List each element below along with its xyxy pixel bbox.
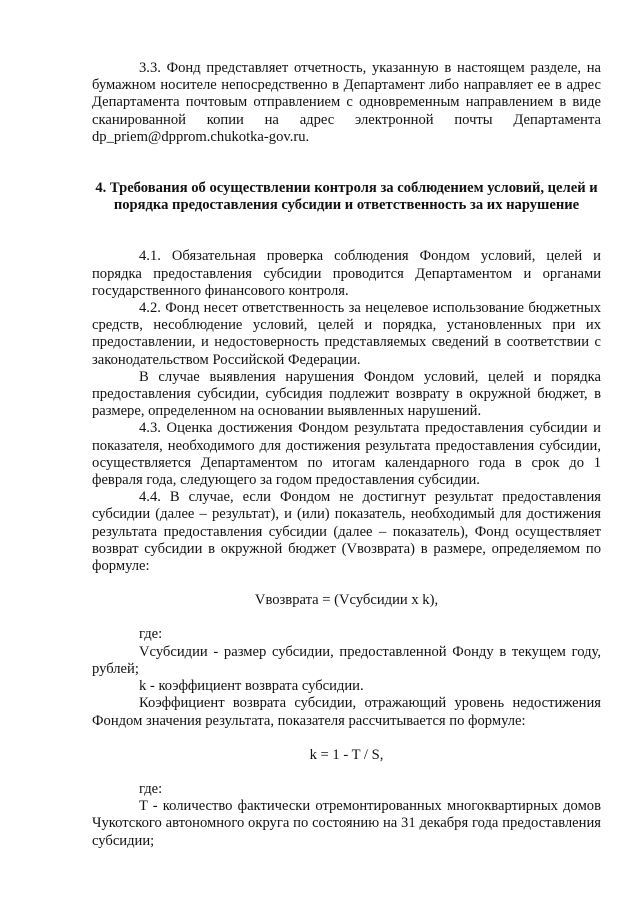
- paragraph-4-2-violation: В случае выявления нарушения Фондом условий, целей и порядка предоставления субсидии, субсидия подлежит возврату в окружной бюджет, в размере, определенном на основании выявленных нарушений.: [92, 368, 601, 420]
- paragraph-4-2: 4.2. Фонд несет ответственность за нецелевое использование бюджетных средств, несоблюдение условий, целей и порядка, установленных при их предоставлении, и недостоверность представляемых сведений в соответствии с законодательством Российской Федерации.: [92, 300, 601, 368]
- paragraph-4-3: 4.3. Оценка достижения Фондом результата предоставления субсидии и показателя, необходимого для достижения результата предоставления субсидии, осуществляется Департаментом по итогам календарного года в срок до 1 февраля года, следующего за годом предоставления субсидии.: [92, 420, 601, 489]
- where-label: где:: [139, 626, 163, 643]
- spacer: [92, 231, 601, 248]
- spacer: [92, 214, 601, 231]
- where-label-2: где:: [139, 780, 163, 797]
- definition-t: T - количество фактически отремонтированных многоквартирных домов Чукотского автономного округа по состоянию на 31 декабря года предоставления субсидии;: [92, 798, 601, 849]
- definition-v-subsidy: Vсубсидии - размер субсидии, предоставленной Фонду в текущем году, рублей;: [92, 643, 601, 677]
- formula-return-amount: Vвозврата = (Vсубсидии x k),: [254, 592, 439, 609]
- spacer: [92, 146, 601, 163]
- definition-k: k - коэффициент возврата субсидии.: [139, 678, 364, 695]
- paragraph-4-1: 4.1. Обязательная проверка соблюдения Фондом условий, целей и порядка предоставления субсидии проводится Департаментом и органами государственного финансового контроля.: [92, 248, 601, 299]
- section-4-title: 4. Требования об осуществлении контроля за соблюдением условий, целей и порядка предоставления субсидии и ответственность за их нарушение: [95, 180, 598, 214]
- paragraph-3-3: 3.3. Фонд представляет отчетность, указанную в настоящем разделе, на бумажном носителе непосредственно в Департамент либо направляет ее в адрес Департамента почтовым отправлением с одновременным направлением в виде сканированной копии на адрес электронной почты Департамента dp_priem@dpprom.chukotka-gov.ru.: [92, 60, 601, 145]
- spacer: [92, 163, 601, 180]
- paragraph-4-4: 4.4. В случае, если Фондом не достигнут результат предоставления субсидии (далее – результат), и (или) показатель, необходимый для достижения результата предоставления субсидии (далее – показатель), Фонд осуществляет возврат субсидии в окружной бюджет (Vвозврата) в размере, определяемом по формуле:: [92, 489, 601, 575]
- paragraph-coefficient: Коэффициент возврата субсидии, отражающий уровень недостижения Фондом значения результата, показателя рассчитывается по формуле:: [92, 695, 601, 729]
- formula-coefficient: k = 1 - T / S,: [309, 746, 384, 763]
- document-page: [92, 60, 601, 850]
